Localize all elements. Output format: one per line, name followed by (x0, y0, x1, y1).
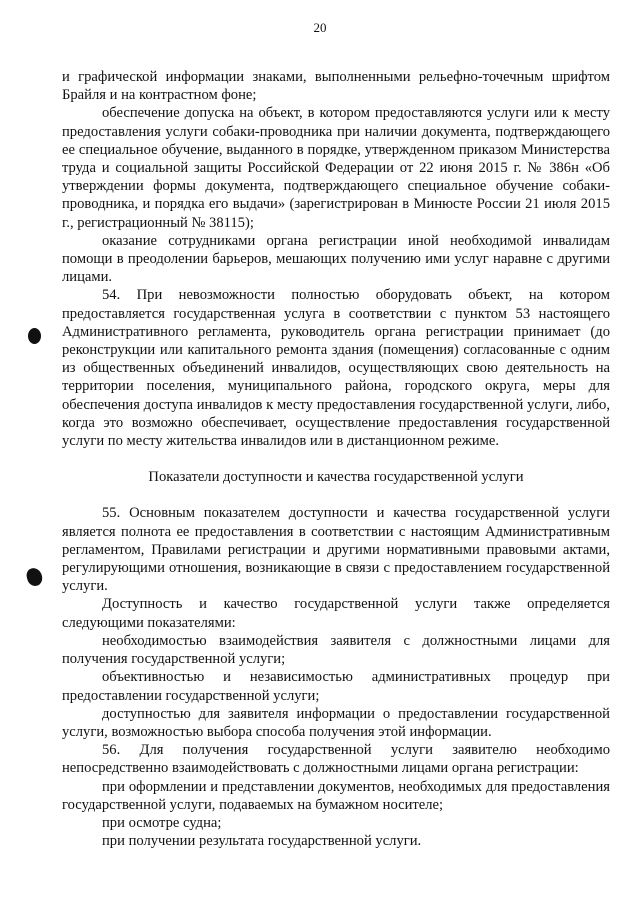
binding-hole-mark (28, 328, 41, 344)
paragraph: и графической информации знаками, выполненными рельефно-точечным шрифтом Брайля и на контрастном фоне; (62, 69, 610, 104)
paragraph: необходимостью взаимодействия заявителя с должностными лицами для получения государственной услуги; (62, 632, 610, 668)
page-number: 20 (313, 20, 327, 35)
paragraph: обеспечение допуска на объект, в котором предоставляются услуги или к месту предоставления услуги собаки-проводника при наличии документа, подтверждающего ее специальное обучение, выданного в порядке, утвержденном приказом Министерства труда и социальной защиты Российской Федерации от 22 июня 2015 г. № 386н «Об утверждении формы документа, подтверждающего специальное обучение собаки-проводника, и порядка его выдачи» (зарегистрирован в Минюсте России 21 июля 2015 г., регистрационный № 38115); (62, 105, 610, 231)
paragraph: оказание сотрудниками органа регистрации иной необходимой инвалидам помощи в преодолении барьеров, мешающих получению ими услуг наравне с другими лицами. (62, 232, 610, 286)
paragraph: доступностью для заявителя информации о предоставлении государственной услуги, возможностью выбора способа получения этой информации. (62, 705, 610, 740)
document-body (62, 68, 610, 850)
paragraph: Доступность и качество государственной услуги также определяется следующими показателями: (62, 596, 610, 631)
paragraph: при осмотре судна; (102, 814, 222, 831)
paragraph: объективностью и независимостью административных процедур при предоставлении государственной услуги; (62, 669, 610, 704)
paragraph: 56. Для получения государственной услуги заявителю необходимо непосредственно взаимодействовать с должностными лицами органа регистрации: (62, 742, 610, 777)
binding-hole-mark (25, 566, 44, 587)
section-heading: Показатели доступности и качества государственной услуги (148, 469, 524, 486)
paragraph: при получении результата государственной услуги. (102, 833, 422, 850)
paragraph: 55. Основным показателем доступности и качества государственной услуги является полнота ее предоставления в соответствии с настоящим Административным регламентом, Правилами регистрации и другими нормативными правовыми актами, регулирующими отношения, возникающие в связи с предоставлением государственной услуги. (62, 505, 610, 595)
paragraph: при оформлении и представлении документов, необходимых для предоставления государственной услуги, подаваемых на бумажном носителе; (62, 778, 610, 813)
paragraph: 54. При невозможности полностью оборудовать объект, на котором предоставляется государственная услуга в соответствии с пунктом 53 настоящего Административного регламента, руководитель органа регистрации принимает (до реконструкции или капитального ремонта здания (помещения) согласованные с одним из общественных объединений инвалидов, осуществляющих свою деятельность на территории поселения, муниципального района, городского округа, меры для обеспечения доступа инвалидов к месту предоставления государственной услуги, либо, когда это возможно обеспечивает, осуществление предоставления государственной услуги по месту жительства инвалидов или в дистанционном режиме. (62, 287, 610, 450)
